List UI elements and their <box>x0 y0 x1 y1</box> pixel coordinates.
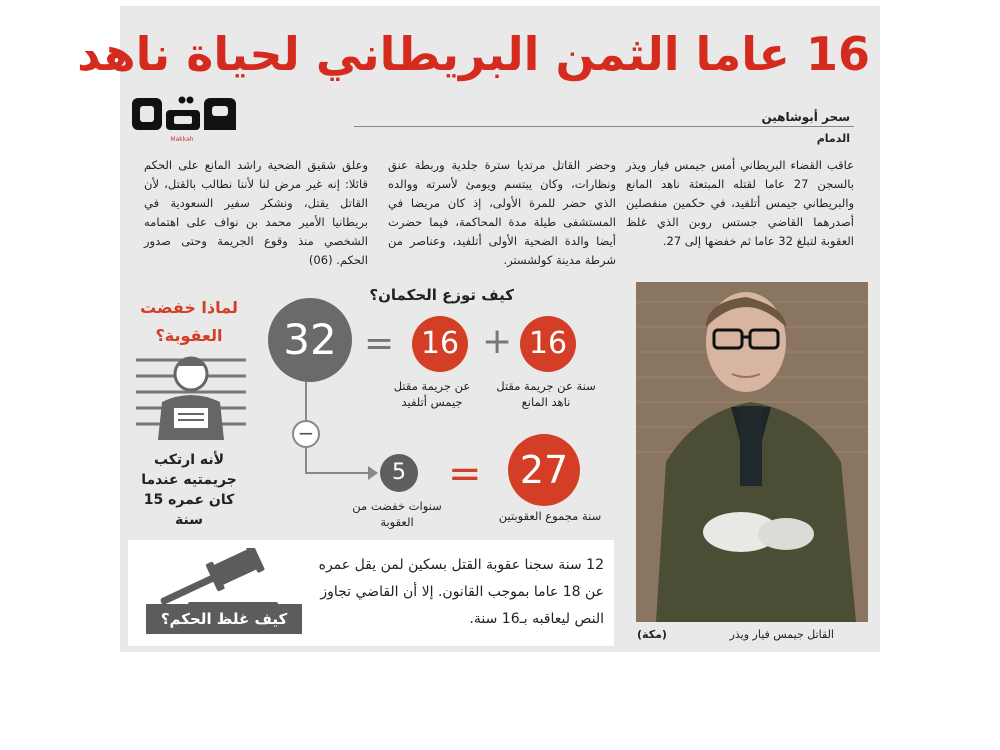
final-sentence-label: سنة مجموع العقوبتين <box>498 509 602 523</box>
harsher-sentence-text: 12 سنة سجنا عقوبة القتل بسكين لمن يقل عمره عن 18 عاما بموجب القانون. إلا أن القاضي تجاوز النص ليعاقبه بـ16 سنة. <box>318 557 604 627</box>
total-sentence-circle: 32 <box>268 298 352 382</box>
defendant-photo <box>636 282 868 622</box>
newspaper-page <box>77 6 880 652</box>
article-column-3: وعلق شقيق الضحية راشد المانع على الحكم قائلا: إنه غير مرض لنا لأننا نطالب بالقتل، لأن القاتل يقتل، ونشكر سفير السعودية في بريطانيا الأمير محمد بن نواف على اهتمامه الشخصي منذ وقوع الجريمة وحتى صدور الحكم. (06) <box>144 158 368 267</box>
infographic-title: كيف توزع الحكمان؟ <box>369 286 514 304</box>
byline: سحر أبوشاهين <box>761 110 850 124</box>
sentence-atlfield-label: عن جريمة مقتل جيمس أتلفيد <box>393 379 471 409</box>
arrow-right-icon <box>368 466 378 480</box>
byline-rule <box>354 126 854 127</box>
flow-line <box>305 448 307 473</box>
article-column-2: وحضر القاتل مرتديا سترة جلدية وربطة عنق ونظارات، وكان يبتسم ويومئ لأسرته ووالده الذي حضر للمرة الأولى، إذ كان مريضا في المستشفى طيلة مدة المحاكمة، فيما حضرت أيضا والدة الضحية الأولى أتلفيد، وعناصر من شرطة مدينة كولشستر. <box>388 158 616 267</box>
article-column-1: عاقب القضاء البريطاني أمس جيمس فيار ويذر بالسجن 27 عاما لقتله المبتعثة ناهد المانع والبريطاني جيمس أتلفيد، في حكمين منفصلين أصدرهما القاضي جستس روبن الذي غلظ العقوبة لتبلغ 32 عاما ثم خفضها إلى 27. <box>626 158 854 248</box>
why-reduced-title: لماذا خفضت العقوبة؟ <box>140 298 238 345</box>
final-sentence-circle: 27 <box>508 434 580 506</box>
equals-sign: = <box>364 323 395 364</box>
equals-sign: = <box>448 451 482 497</box>
reduced-years-circle: 5 <box>380 454 418 492</box>
minus-icon: − <box>292 420 320 448</box>
flow-line <box>305 382 307 420</box>
photo-credit: (مكة) <box>637 628 667 641</box>
flow-line <box>305 472 371 474</box>
logo-tagline: Makkah <box>170 136 194 143</box>
sentence-nahed-label: سنة عن جريمة مقتل ناهد المانع <box>496 379 596 409</box>
headline: 16 عاما الثمن البريطاني لحياة ناهد <box>77 27 870 81</box>
how-harsher-label: كيف غلظ الحكم؟ <box>146 604 302 634</box>
dateline: الدمام <box>816 132 850 145</box>
harsher-sentence-box <box>128 540 614 646</box>
prisoner-icon <box>136 352 246 440</box>
reduced-years-label: سنوات خفضت من العقوبة <box>352 499 442 529</box>
photo-caption: القاتل جيمس فيار ويذر <box>729 628 834 641</box>
sentence-atlfield-circle: 16 <box>412 316 468 372</box>
plus-sign: + <box>482 321 513 362</box>
why-reduced-answer: لأنه ارتكب جريمتيه عندما كان عمره 15 سنة <box>141 452 237 528</box>
sentence-nahed-circle: 16 <box>520 316 576 372</box>
